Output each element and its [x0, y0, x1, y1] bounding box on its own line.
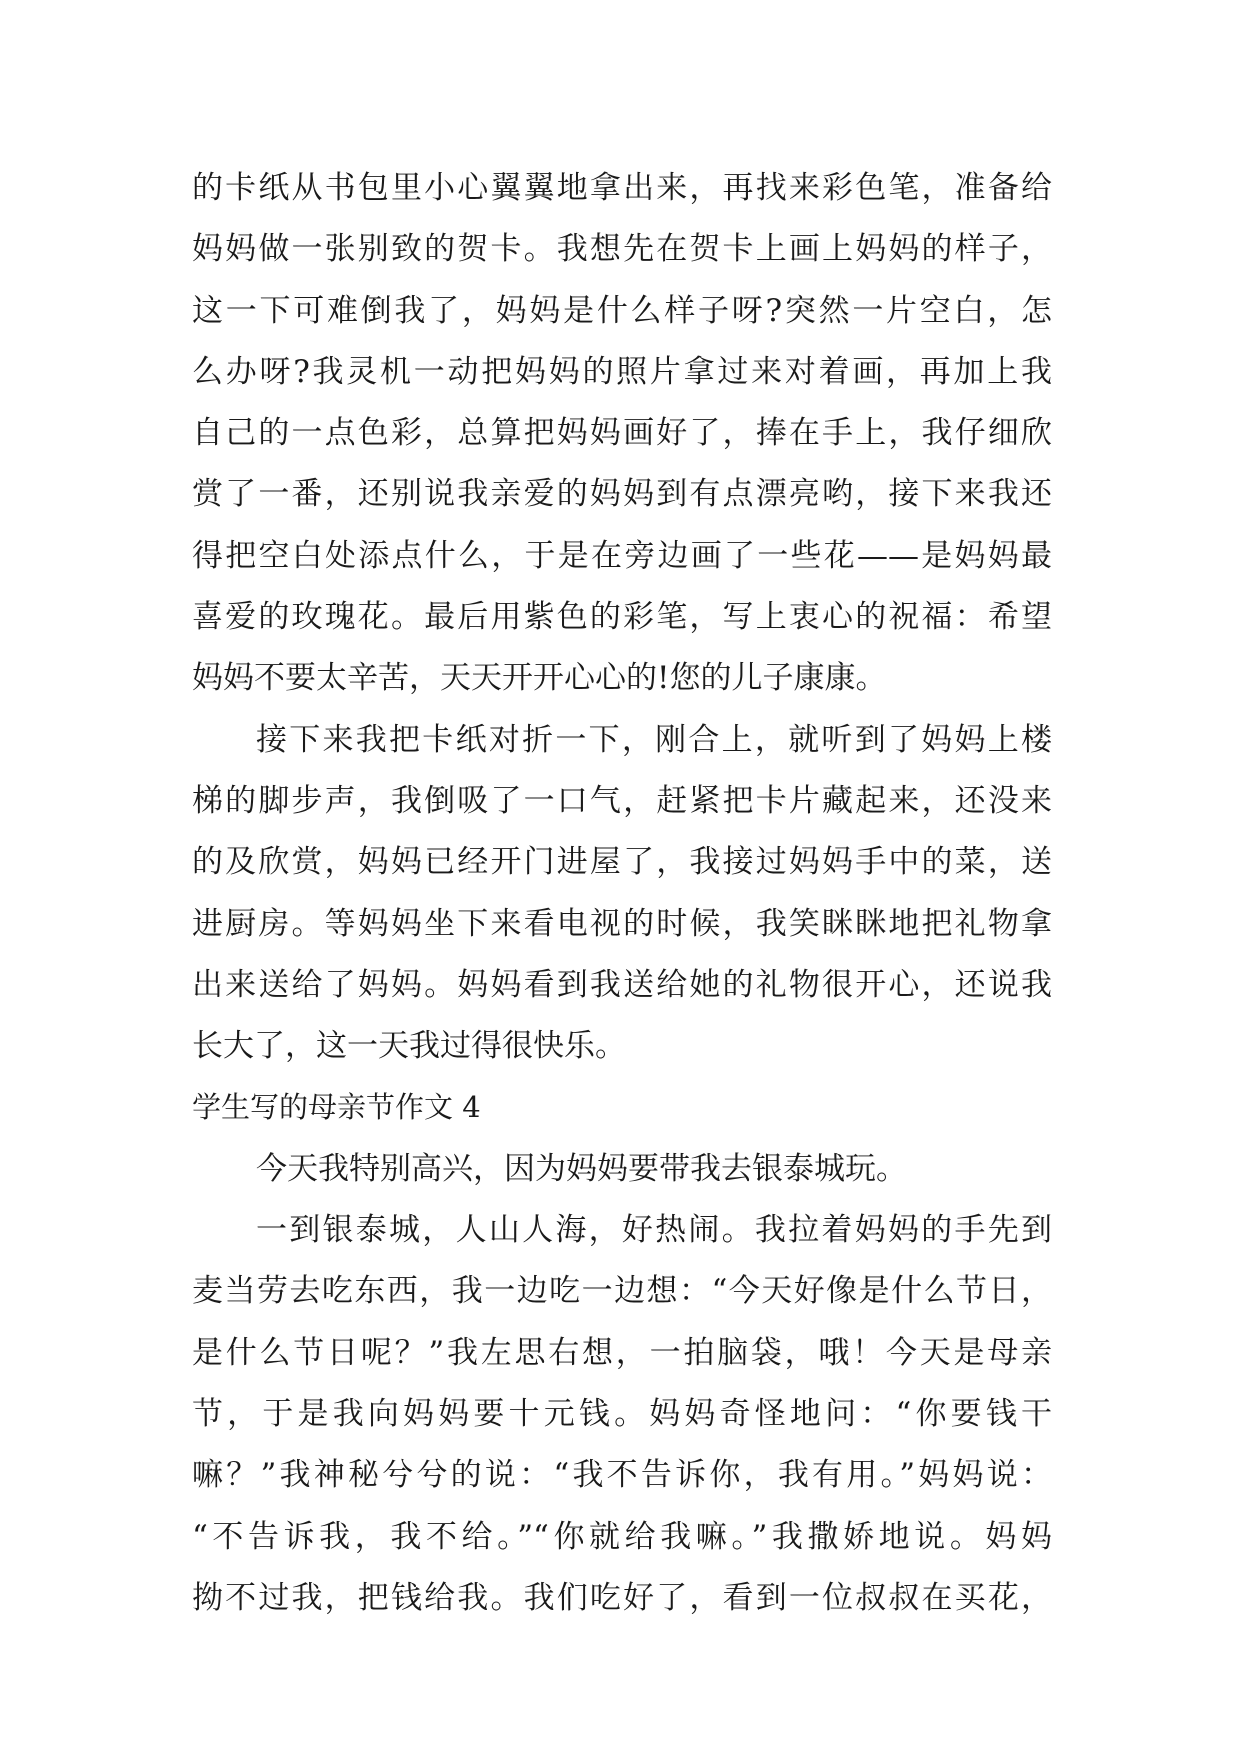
text-line: 的卡纸从书包里小心翼翼地拿出来，再找来彩色笔，准备给 [192, 170, 1052, 206]
text-line: 梯的脚步声，我倒吸了一口气，赶紧把卡片藏起来，还没来 [192, 782, 1052, 819]
text-line: 得把空白处添点什么，于是在旁边画了一些花——是妈妈最 [192, 537, 1052, 574]
text-line: 赏了一番，还别说我亲爱的妈妈到有点漂亮哟，接下来我还 [192, 476, 1052, 513]
text-line: 今天我特别高兴，因为妈妈要带我去银泰城玩。 [256, 1150, 907, 1187]
heading-text: 学生写的母亲节作文 4 [192, 1090, 481, 1125]
text-line: 妈妈做一张别致的贺卡。我想先在贺卡上画上妈妈的样子， [192, 231, 1052, 268]
section-heading [192, 1077, 1052, 1138]
text-line: 是什么节日呢？”我左思右想，一拍脑袋，哦！今天是母亲 [192, 1334, 1052, 1371]
paragraph [192, 1139, 1052, 1200]
text-line: 出来送给了妈妈。妈妈看到我送给她的礼物很开心，还说我 [192, 966, 1052, 1003]
text-line: “不告诉我，我不给。”“你就给我嘛。”我撒娇地说。妈妈 [192, 1518, 1052, 1555]
text-line: 接下来我把卡纸对折一下，刚合上，就听到了妈妈上楼 [256, 721, 1052, 758]
text-line: 妈妈不要太辛苦，天天开开心心的!您的儿子康康。 [192, 660, 887, 697]
text-line: 一到银泰城，人山人海，好热闹。我拉着妈妈的手先到 [256, 1212, 1052, 1249]
text-line: 自己的一点色彩，总算把妈妈画好了，捧在手上，我仔细欣 [192, 415, 1052, 452]
text-line: 嘛？”我神秘兮兮的说：“我不告诉你，我有用。”妈妈说： [192, 1457, 1052, 1494]
text-line: 喜爱的玫瑰花。最后用紫色的彩笔，写上衷心的祝福：希望 [192, 599, 1052, 636]
text-line: 节，于是我向妈妈要十元钱。妈妈奇怪地问：“你要钱干 [192, 1395, 1052, 1432]
text-line: 长大了，这一天我过得很快乐。 [192, 1028, 626, 1065]
paragraph [192, 1200, 1052, 1629]
text-line: 麦当劳去吃东西，我一边吃一边想：“今天好像是什么节日， [192, 1273, 1052, 1310]
text-line: 这一下可难倒我了，妈妈是什么样子呀?突然一片空白，怎 [192, 292, 1052, 329]
text-line: 拗不过我，把钱给我。我们吃好了，看到一位叔叔在买花， [192, 1579, 1052, 1616]
text-line: 进厨房。等妈妈坐下来看电视的时候，我笑眯眯地把礼物拿 [192, 905, 1052, 942]
text-line: 的及欣赏，妈妈已经开门进屋了，我接过妈妈手中的菜，送 [192, 844, 1052, 881]
text-line: 么办呀?我灵机一动把妈妈的照片拿过来对着画，再加上我 [192, 353, 1052, 390]
document-body [192, 158, 1052, 1629]
paragraph [192, 158, 1052, 710]
paragraph [192, 710, 1052, 1078]
